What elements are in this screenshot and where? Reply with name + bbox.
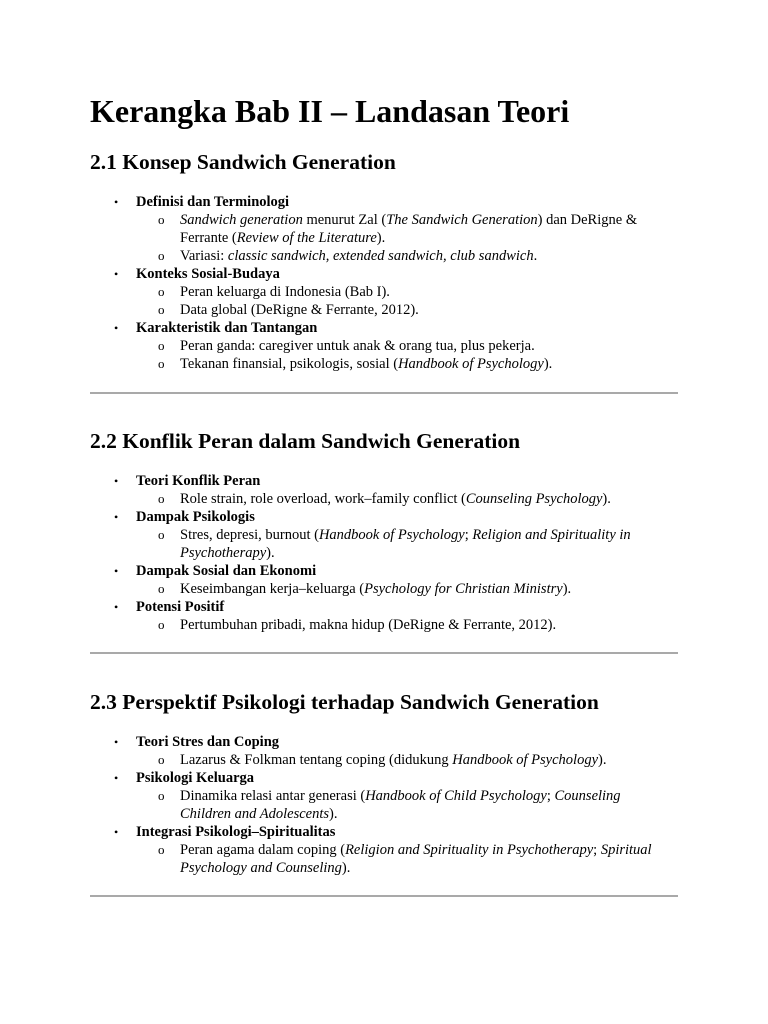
text-run: ). [602, 491, 611, 507]
circle-bullet-icon: o [158, 491, 165, 506]
text-run: Data global (DeRigne & Ferrante, 2012). [180, 302, 419, 318]
text-run: ) dan DeRigne & Ferrante ( [180, 212, 638, 246]
text-run: Peran keluarga di Indonesia (Bab I). [180, 284, 390, 300]
text-run: ). [562, 581, 572, 597]
italic-text: Religion and Spirituality in Psychotherapy [180, 527, 631, 561]
list-item-label: Integrasi Psikologi–Spiritualitas [136, 824, 336, 840]
list-item-label: Definisi dan Terminologi [136, 194, 290, 210]
text-run: Tekanan finansial, psikologis, sosial ( [180, 356, 399, 372]
section-divider [90, 895, 678, 897]
italic-text: Handbook of Psychology [318, 527, 465, 543]
text-run: . [533, 248, 538, 264]
italic-text: Religion and Spirituality in Psychotherapy [345, 842, 594, 858]
italic-text: Handbook of Child Psychology [365, 788, 547, 804]
text-run: ). [543, 356, 553, 372]
list-item [90, 733, 680, 769]
italic-text: Review of the Literature [236, 230, 377, 246]
list-item [90, 598, 680, 634]
text-run: ). [266, 545, 275, 561]
italic-text: classic sandwich, extended sandwich, club sandwich [227, 248, 534, 264]
sub-list-item [136, 355, 680, 373]
text-run: Role strain, role overload, work–family conflict ( [180, 491, 466, 507]
italic-text: Spiritual Psychology and Counseling [180, 842, 652, 876]
list-item-label: Dampak Psikologis [136, 509, 255, 525]
sub-list [136, 211, 680, 265]
italic-text: Counseling Children and Adolescents [180, 788, 621, 822]
text-run: ; [593, 842, 601, 858]
section-list [90, 733, 680, 877]
text-run: ). [376, 230, 386, 246]
circle-bullet-icon: o [158, 248, 165, 263]
circle-bullet-icon: o [158, 617, 165, 632]
bullet-icon: • [114, 267, 119, 281]
text-run: Lazarus & Folkman tentang coping (didukung [180, 752, 453, 768]
section-divider [90, 652, 678, 654]
sub-list-item [136, 787, 680, 823]
italic-text: Handbook of Psychology [452, 752, 599, 768]
text-run: ). [341, 860, 351, 876]
text-run: ; [546, 788, 555, 804]
text-run: ). [598, 752, 607, 768]
sub-list-item [136, 337, 680, 355]
sub-list [136, 787, 680, 823]
section-heading: 2.3 Perspektif Psikologi terhadap Sandwich Generation [90, 690, 599, 714]
sub-list-item [136, 301, 680, 319]
sub-list-item [136, 841, 680, 877]
text-run: ; [464, 527, 473, 543]
sub-list [136, 526, 680, 562]
text-run: Keseimbangan kerja–keluarga ( [180, 581, 365, 597]
bullet-icon: • [114, 771, 119, 785]
sub-list-item [136, 580, 680, 598]
italic-text: Psychology for Christian Ministry [364, 581, 563, 597]
italic-text: Sandwich generation [180, 212, 303, 228]
sub-list [136, 616, 680, 634]
bullet-icon: • [114, 195, 119, 209]
section-heading: 2.2 Konflik Peran dalam Sandwich Generation [90, 429, 521, 453]
sub-list [136, 751, 680, 769]
sub-list-item [136, 211, 680, 247]
circle-bullet-icon: o [158, 527, 165, 542]
section-list [90, 193, 680, 373]
list-item [90, 472, 680, 508]
circle-bullet-icon: o [158, 302, 165, 317]
text-run: Peran ganda: caregiver untuk anak & orang tua, plus pekerja. [180, 338, 535, 354]
bullet-icon: • [114, 474, 119, 488]
circle-bullet-icon: o [158, 212, 165, 227]
list-item-label: Konteks Sosial-Budaya [136, 266, 280, 282]
list-item [90, 508, 680, 562]
bullet-icon: • [114, 321, 119, 335]
section-2-1 [90, 148, 680, 373]
circle-bullet-icon: o [158, 581, 165, 596]
list-item-label: Teori Konflik Peran [136, 473, 261, 489]
text-run: ). [329, 806, 338, 822]
circle-bullet-icon: o [158, 752, 165, 767]
text-run: Peran agama dalam coping ( [180, 842, 346, 858]
list-item [90, 562, 680, 598]
text-run: Stres, depresi, burnout ( [180, 527, 319, 543]
sub-list-item [136, 751, 680, 769]
text-run: Variasi: [180, 248, 228, 264]
bullet-icon: • [114, 510, 119, 524]
sub-list [136, 337, 680, 373]
list-item [90, 265, 680, 319]
sub-list [136, 580, 680, 598]
list-item-label: Potensi Positif [136, 599, 225, 615]
circle-bullet-icon: o [158, 338, 165, 353]
sub-list-item [136, 247, 680, 265]
section-2-2 [90, 427, 680, 634]
section-2-3 [90, 688, 680, 877]
list-item [90, 823, 680, 877]
document-title: Kerangka Bab II – Landasan Teori [90, 93, 570, 129]
italic-text: The Sandwich Generation [386, 212, 538, 228]
sub-list [136, 283, 680, 319]
circle-bullet-icon: o [158, 788, 165, 803]
list-item-label: Karakteristik dan Tantangan [136, 320, 318, 336]
sub-list [136, 490, 680, 508]
text-run: menurut Zal ( [302, 212, 387, 228]
sub-list-item [136, 526, 680, 562]
italic-text: Handbook of Psychology [398, 356, 544, 372]
section-divider [90, 392, 678, 394]
sub-list-item [136, 283, 680, 301]
sub-list [136, 841, 680, 877]
circle-bullet-icon: o [158, 356, 165, 371]
bullet-icon: • [114, 600, 119, 614]
section-heading: 2.1 Konsep Sandwich Generation [90, 150, 396, 174]
text-run: Pertumbuhan pribadi, makna hidup (DeRigne & Ferrante, 2012). [180, 617, 557, 633]
text-run: Dinamika relasi antar generasi ( [180, 788, 366, 804]
bullet-icon: • [114, 825, 119, 839]
sub-list-item [136, 490, 680, 508]
bullet-icon: • [114, 735, 119, 749]
section-list [90, 472, 680, 634]
list-item-label: Psikologi Keluarga [136, 770, 255, 786]
circle-bullet-icon: o [158, 284, 165, 299]
list-item [90, 769, 680, 823]
list-item [90, 319, 680, 373]
circle-bullet-icon: o [158, 842, 165, 857]
italic-text: Counseling Psychology [465, 491, 603, 507]
list-item-label: Teori Stres dan Coping [136, 734, 280, 750]
sub-list-item [136, 616, 680, 634]
list-item-label: Dampak Sosial dan Ekonomi [136, 563, 317, 579]
list-item [90, 193, 680, 265]
bullet-icon: • [114, 564, 119, 578]
